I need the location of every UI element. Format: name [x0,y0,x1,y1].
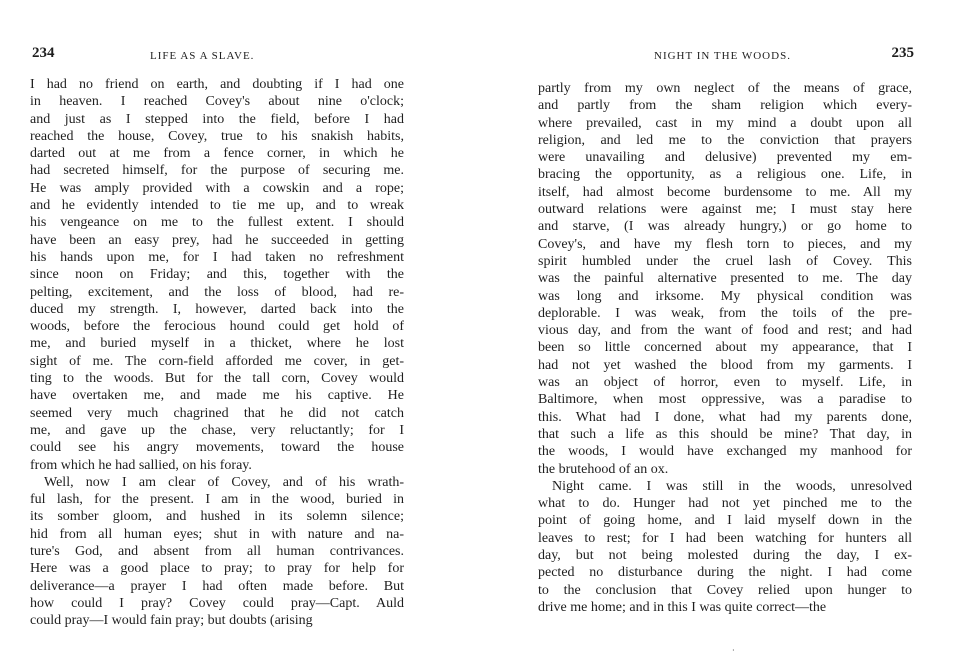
text-line: spirit humbled under the cruel lash of Covey. This [538,253,912,269]
text-line: religion, and led me to the conviction that prayers [538,132,912,148]
text-line: have overtaken me, and made me his captive. He [30,388,404,404]
right-page-header [538,45,914,68]
text-line: Here was a good place to pray; to pray for help for [30,561,404,577]
text-line: how could I pray? Covey could pray—Capt. Auld [30,595,404,611]
scan-speck: · [732,646,735,655]
text-line: ting to the woods. But for the tall corn, Covey would [30,371,404,387]
text-line: point of going home, and I laid myself down in the [538,513,912,529]
text-line: from which he had sallied, on his foray. [30,457,252,473]
text-line: was the painful alternative presented to me. The day [538,271,912,287]
text-line: me, and buried myself in a thicket, where he lost [30,336,404,352]
text-line: reached the house, Covey, true to his snakish habits, [30,128,404,144]
text-line: and just as I stepped into the field, before I had [30,111,404,127]
left-page-header [30,45,404,68]
text-line: was an object of horror, even to myself. Life, in [538,375,912,391]
text-line: its somber gloom, and hushed in its solemn silence; [30,509,404,525]
text-line: hid from all human eyes; shut in with nature and na- [30,526,404,542]
text-line: Covey's, and have my flesh torn to pieces, and my [538,236,912,252]
text-line: day, but not being molested during the day, I ex- [538,548,912,564]
running-head: LIFE AS A SLAVE. [150,50,255,62]
text-line: this. What had I done, what had my parents done, [538,409,912,425]
text-line: in heaven. I reached Covey's about nine o'clock; [30,94,404,110]
text-line: what to do. Hunger had not yet pinched me to the [538,496,912,512]
text-line: darted out at me from a fence corner, in which he [30,146,404,162]
text-line: ture's God, and absent from all human contrivances. [30,544,404,560]
text-line: since noon on Friday; and this, together with the [30,267,404,283]
text-line: outward relations were against me; I must stay here [538,202,912,218]
text-line: vious day, and from the want of food and rest; and had [538,323,912,339]
text-line: his vengeance on me to the fullest extent. I should [30,215,404,231]
text-line: where prevailed, cast in my mind a doubt upon all [538,115,912,131]
text-line: deliverance—a prayer I had often made before. But [30,578,404,594]
text-line: and partly from the sham religion which every- [538,98,912,114]
text-line: seemed very much chagrined that he did not catch [30,405,404,421]
text-line: pelting, excitement, and the loss of blood, had re- [30,284,404,300]
text-line: and starve, (I was already hungry,) or go home to [538,219,912,235]
text-line: He was amply provided with a cowskin and a rope; [30,180,404,196]
right-page-text [538,80,912,616]
text-line: ful lash, for the present. I am in the wood, buried in [30,492,404,508]
text-line: drive me home; and in this I was quite correct—the [538,599,827,615]
text-line: deplorable. I was weak, from the toils of the pre- [538,305,912,321]
text-line: had not yet washed the blood from my garments. I [538,357,912,373]
text-line: Baltimore, when most oppressive, was a paradise to [538,392,912,408]
text-line: partly from my own neglect of the means of grace, [538,81,912,96]
text-line: sight of me. The corn-field afforded me cover, in get- [30,353,404,369]
text-line: me, and gave up the chase, very reluctantly; for I [30,422,404,438]
text-line: have been an easy prey, had he succeeded in getting [30,232,404,248]
left-page-text [30,76,404,630]
text-line: the brutehood of an ox. [538,461,669,477]
text-line: pected no disturbance during the night. I had come [538,565,912,581]
text-line: was long and irksome. My physical condition was [538,288,912,304]
text-line: had secreted himself, for the purpose of securing me. [30,163,404,179]
text-line: could pray—I would fain pray; but doubts (arising [30,613,313,629]
text-line: and he evidently intended to tie me up, and to wreak [30,198,404,214]
text-line: itself, had almost become burdensome to me. All my [538,184,912,200]
text-line: the woods, I would have exchanged my manhood for [538,444,912,460]
page-number: 235 [891,45,914,61]
text-line: that such a life as this should be mine? That day, in [538,426,912,442]
text-line: Well, now I am clear of Covey, and of his wrath- [44,474,404,490]
text-line: I had no friend on earth, and doubting if I had one [30,77,404,92]
text-line: woods, before the ferocious hound could get hold of [30,319,404,335]
text-line: to the conclusion that Covey relied upon hunger to [538,582,912,598]
page-number: 234 [32,45,55,61]
text-line: bracing the opportunity, as a religious one. Life, in [538,167,912,183]
text-line: his hands upon me, for I had taken no refreshment [30,249,404,265]
text-line: leaves to rest; for I had been watching for hunters all [538,530,912,546]
text-line: could see his angry movements, toward the house [30,440,404,456]
text-line: been so little concerned about my appearance, that I [538,340,912,356]
text-line: Night came. I was still in the woods, unresolved [552,478,912,494]
text-line: were unavailing and delusive) prevented my em- [538,150,912,166]
text-line: duced my strength. I, however, darted back into the [30,301,404,317]
running-head: NIGHT IN THE WOODS. [654,50,791,62]
